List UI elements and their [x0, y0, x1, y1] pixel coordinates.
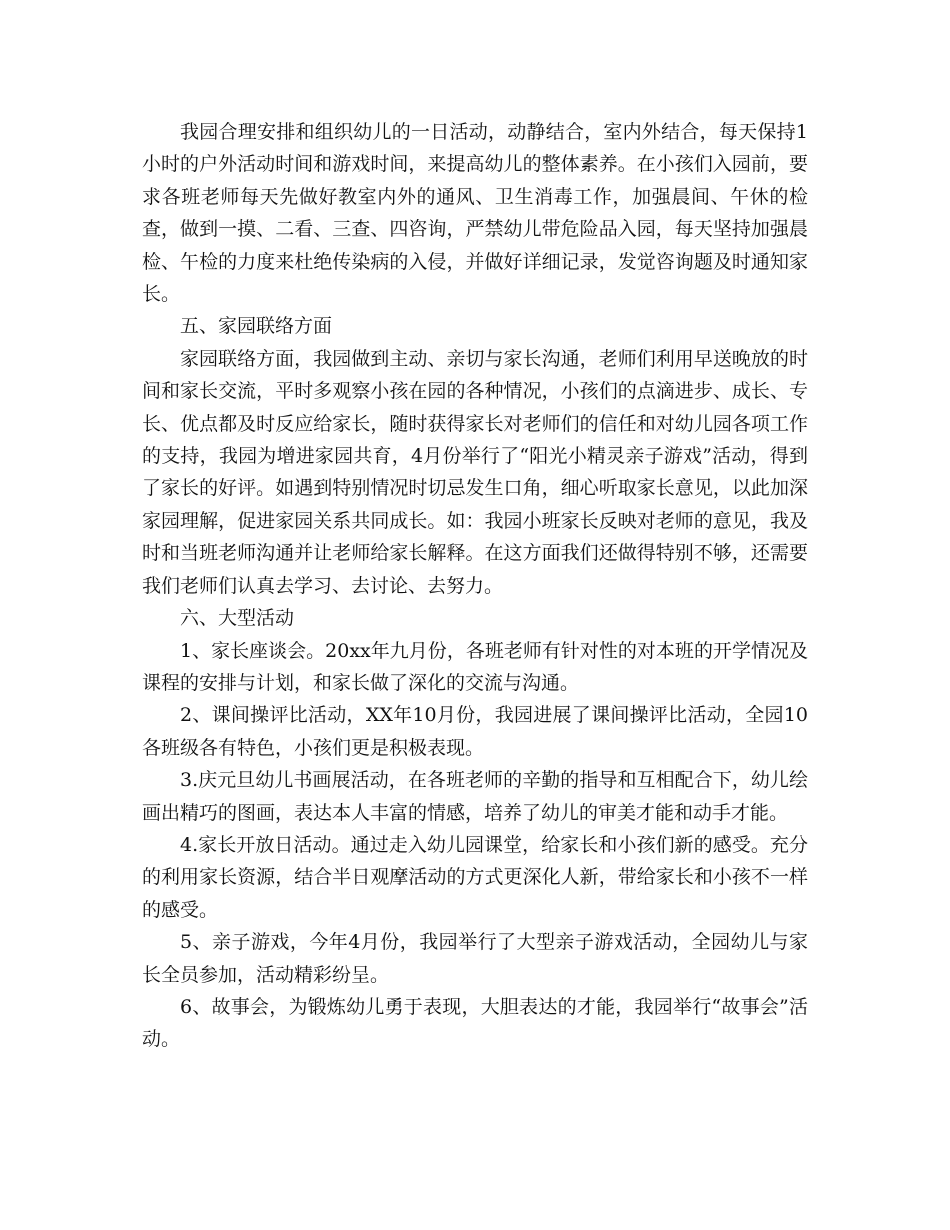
section-heading-major-events: 六、大型活动 — [180, 607, 295, 630]
list-item-exercise-contest: 2、课间操评比活动，XX年10月份，我园进展了课间操评比活动，全园10各班级各有特色，小孩们更是积极表现。 — [142, 704, 808, 759]
list-item-parent-child-games: 5、亲子游戏，今年4月份，我园举行了大型亲子游戏活动，全园幼儿与家长全员参加，活动精彩纷呈。 — [142, 931, 808, 986]
section-heading-home-school-contact: 五、家园联络方面 — [180, 315, 333, 338]
list-item-story-meeting: 6、故事会，为锻炼幼儿勇于表现，大胆表达的才能，我园举行“故事会”活动。 — [142, 995, 808, 1051]
paragraph-daily-activities: 我园合理安排和组织幼儿的一日活动，动静结合，室内外结合，每天保持1小时的户外活动时间和游戏时间，来提高幼儿的整体素养。在小孩们入园前，要求各班老师每天先做好教室内外的通风、卫生消毒工作，加强晨间、午休的检查，做到一摸、二看、三查、四咨询，严禁幼儿带危险品入园，每天坚持加强晨检、午检的力度来杜绝传染病的入侵，并做好详细记录，发觉咨询题及时通知家长。 — [142, 121, 808, 306]
paragraph-home-school-contact: 家园联络方面，我园做到主动、亲切与家长沟通，老师们利用早送晚放的时间和家长交流，平时多观察小孩在园的各种情况，小孩们的点滴进步、成长、专长、优点都及时反应给家长，随时获得家长对老师们的信任和对幼儿园各项工作的支持，我园为增进家园共育，4月份举行了“阳光小精灵亲子游戏”活动，得到了家长的好评。如遇到特别情况时切忌发生口角，细心听取家长意见，以此加深家园理解，促进家园关系共同成长。如：我园小班家长反映对老师的意见，我及时和当班老师沟通并让老师给家长解释。在这方面我们还做得特别不够，还需要我们老师们认真去学习、去讨论、去努力。 — [142, 347, 808, 597]
list-item-open-day: 4.家长开放日活动。通过走入幼儿园课堂，给家长和小孩们新的感受。充分的利用家长资源，结合半日观摩活动的方式更深化人新，带给家长和小孩不一样的感受。 — [142, 833, 808, 921]
list-item-parent-meeting: 1、家长座谈会。20xx年九月份，各班老师有针对性的对本班的开学情况及课程的安排与计划，和家长做了深化的交流与沟通。 — [142, 639, 808, 694]
list-item-art-exhibition: 3.庆元旦幼儿书画展活动，在各班老师的辛勤的指导和互相配合下，幼儿绘画出精巧的图画，表达本人丰富的情感，培养了幼儿的审美才能和动手才能。 — [142, 769, 808, 824]
document-page — [142, 116, 808, 1056]
